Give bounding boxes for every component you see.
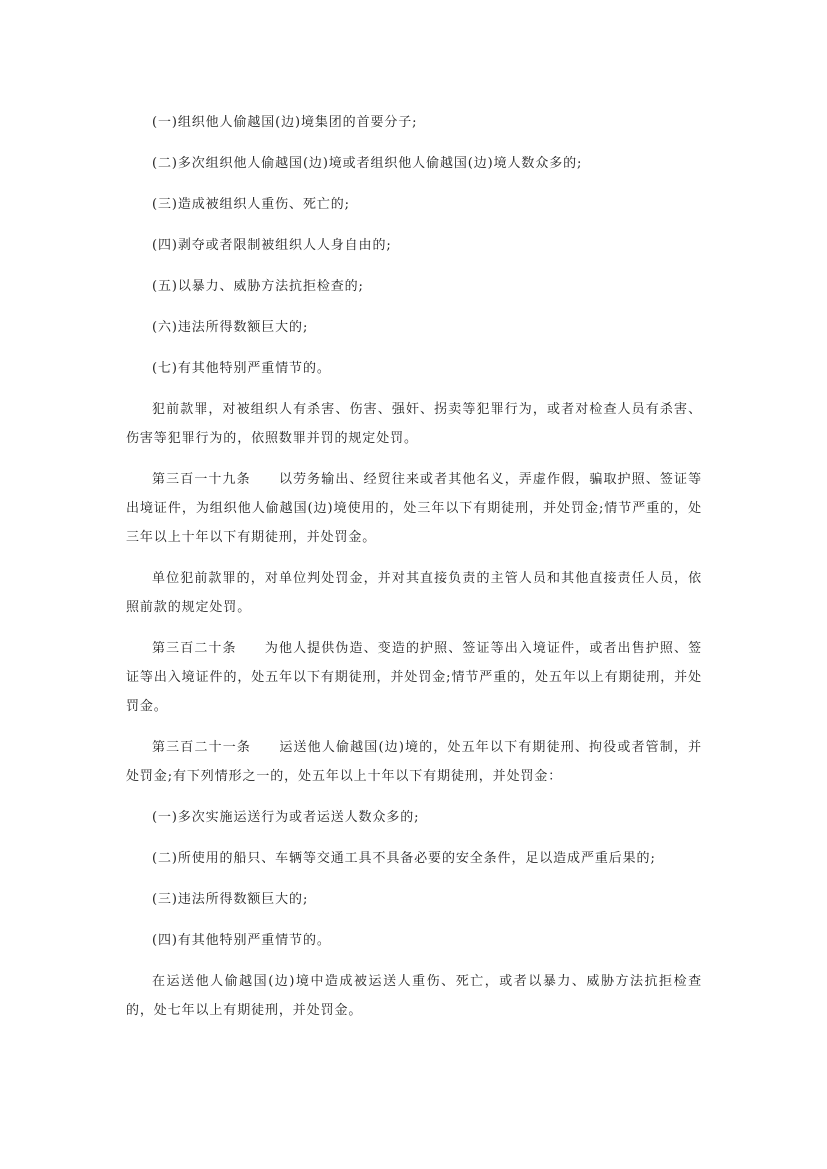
paragraph-unit-crime: 单位犯前款罪的，对单位判处罚金，并对其直接负责的主管人员和其他直接责任人员，依照前款的规定处罚。: [126, 571, 702, 615]
article-320: 第三百二十条 为他人提供伪造、变造的护照、签证等出入境证件，或者出售护照、签证等出入境证件的，处五年以下有期徒刑，并处罚金;情节严重的，处五年以上有期徒刑，并处罚金。: [126, 641, 702, 714]
paragraph-item-3: (三)造成被组织人重伤、死亡的;: [152, 197, 350, 212]
article-321: 第三百二十一条 运送他人偷越国(边)境的，处五年以下有期徒刑、拘役或者管制，并处罚金;有下列情形之一的，处五年以上十年以下有期徒刑，并处罚金：: [126, 740, 702, 784]
paragraph-item-321-1: (一)多次实施运送行为或者运送人数众多的;: [152, 810, 420, 825]
paragraph-transport-injury: 在运送他人偷越国(边)境中造成被运送人重伤、死亡，或者以暴力、威胁方法抗拒检查的，处七年以上有期徒刑，并处罚金。: [126, 974, 702, 1018]
paragraph-item-2: (二)多次组织他人偷越国(边)境或者组织他人偷越国(边)境人数众多的;: [152, 156, 583, 171]
paragraph-item-5: (五)以暴力、威胁方法抗拒检查的;: [152, 279, 364, 294]
paragraph-item-1: (一)组织他人偷越国(边)境集团的首要分子;: [152, 115, 418, 130]
paragraph-item-321-2: (二)所使用的船只、车辆等交通工具不具备必要的安全条件，足以造成严重后果的;: [152, 851, 656, 866]
paragraph-item-321-4: (四)有其他特别严重情节的。: [152, 933, 331, 948]
document-body: [126, 108, 702, 1037]
paragraph-combined-crimes: 犯前款罪，对被组织人有杀害、伤害、强奸、拐卖等犯罪行为，或者对检查人员有杀害、伤害等犯罪行为的，依照数罪并罚的规定处罚。: [126, 402, 702, 446]
paragraph-item-6: (六)违法所得数额巨大的;: [152, 320, 309, 335]
paragraph-item-7: (七)有其他特别严重情节的。: [152, 361, 331, 376]
paragraph-item-321-3: (三)违法所得数额巨大的;: [152, 892, 309, 907]
article-319: 第三百一十九条 以劳务输出、经贸往来或者其他名义，弄虚作假，骗取护照、签证等出境证件，为组织他人偷越国(边)境使用的，处三年以下有期徒刑，并处罚金;情节严重的，处三年以上十年以下有期徒刑，并处罚金。: [126, 472, 702, 545]
paragraph-item-4: (四)剥夺或者限制被组织人人身自由的;: [152, 238, 392, 253]
